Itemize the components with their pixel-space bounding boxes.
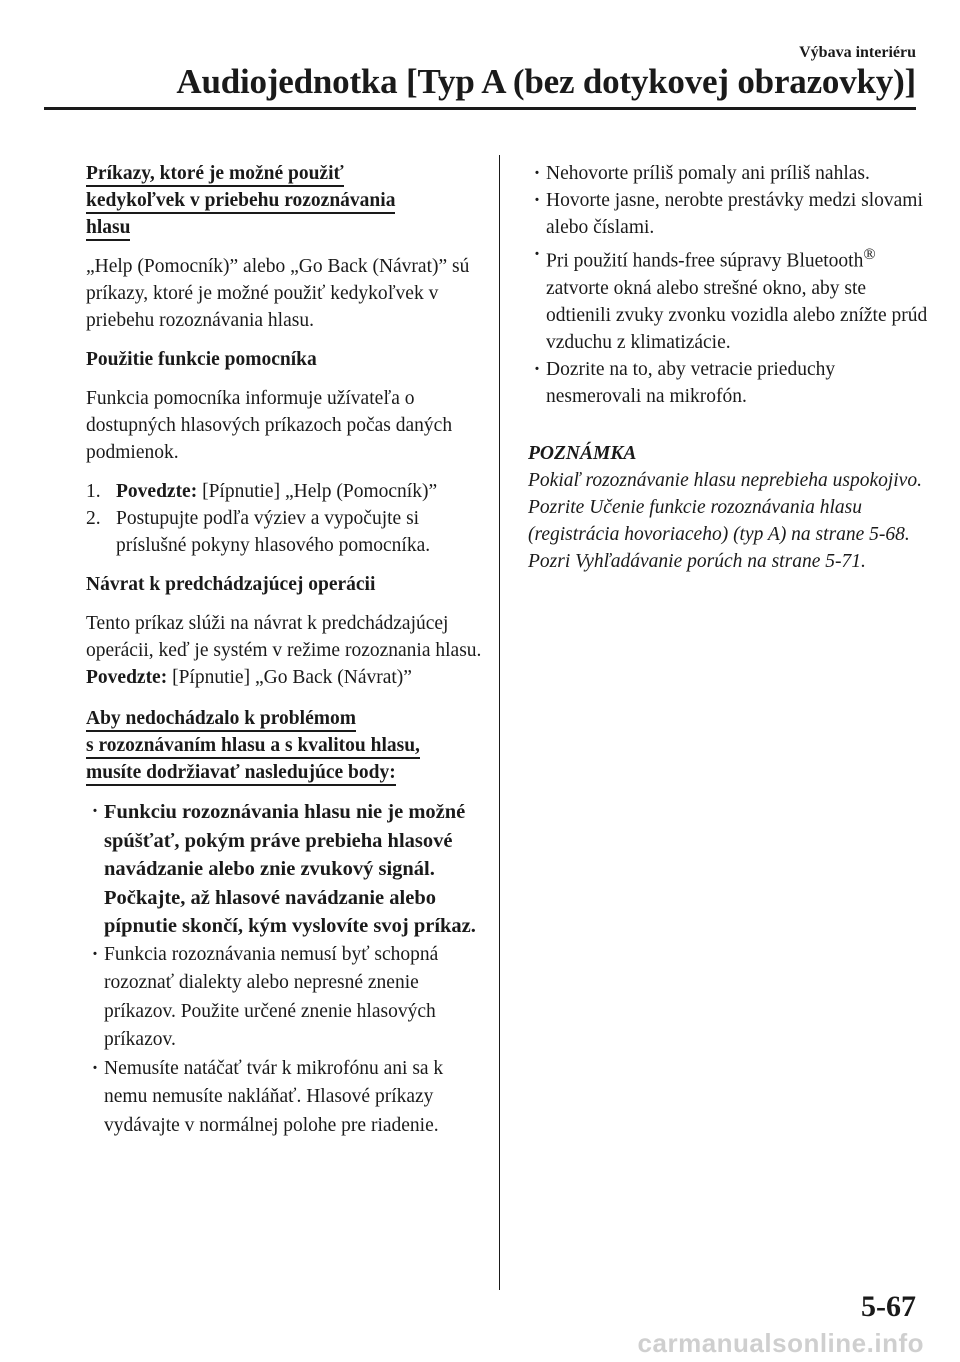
header-rule — [44, 107, 916, 110]
registered-mark: ® — [863, 245, 876, 263]
heading-commands-line3: hlasu — [86, 217, 130, 241]
back-say-text: [Pípnutie] „Go Back (Návrat)” — [167, 667, 412, 688]
note-title: POZNÁMKA — [528, 442, 637, 464]
heading-tips — [86, 705, 482, 786]
bullet-icon — [528, 187, 546, 241]
bluetooth-text-post: zatvorte okná alebo strešné okno, aby ste odtienili zvuky zvonku vozidla alebo znížte prúd vzduchu z klimatizácie. — [546, 277, 928, 353]
say-label: Povedzte: — [86, 667, 168, 688]
list-item: · Nemusíte natáčať tvár k mikrofónu ani sa k nemu nemusíte nakláňať. Hlasové príkazy vydávajte v normálnej polohe pre riadenie. — [86, 1055, 482, 1141]
heading-commands-line1: Príkazy, ktoré je možné použiť — [86, 163, 344, 187]
tips-list-left — [86, 798, 482, 1140]
back-paragraph: Tento príkaz slúži na návrat k predchádzajúcej operácii, keď je systém v režime rozoznania hlasu. — [86, 613, 482, 661]
say-label: Povedzte: — [116, 481, 198, 502]
left-column — [86, 160, 482, 1140]
bullet-icon — [86, 1055, 104, 1141]
bullet-icon — [86, 941, 104, 1055]
heading-commands-line2: kedykoľvek v priebehu rozoznávania — [86, 190, 395, 214]
tips-list-right — [528, 160, 928, 410]
list-item: · Funkciu rozoznávania hlasu nie je možné spúšťať, pokým práve prebieha hlasové navádzanie alebo znie zvukový signál. Počkajte, až hlasové navádzanie alebo pípnutie skončí, kým vyslovíte svoj príkaz. — [86, 798, 482, 941]
commands-paragraph: „Help (Pomocník)” alebo „Go Back (Návrat)” sú príkazy, ktoré je možné použiť kedykoľvek v priebehu rozoznávania hlasu. — [86, 256, 470, 331]
bullet-icon — [528, 241, 546, 356]
help-subheading: Použitie funkcie pomocníka — [86, 349, 317, 370]
step-text — [116, 478, 482, 505]
list-item: · Hovorte jasne, nerobte prestávky medzi slovami alebo číslami. — [528, 187, 928, 241]
back-say — [86, 664, 482, 691]
list-item: · Funkcia rozoznávania nemusí byť schopná rozoznať dialekty alebo nepresné znenie príkazov. Použite určené znenie hlasových príkazov. — [86, 941, 482, 1055]
list-item: · Dozrite na to, aby vetracie prieduchy nesmerovali na mikrofón. — [528, 356, 928, 410]
list-item: · Nehovorte príliš pomaly ani príliš nahlas. — [528, 160, 928, 187]
step-2-text: Postupujte podľa výziev a vypočujte si príslušné pokyny hlasového pomocníka. — [116, 508, 431, 556]
page-number: 5-67 — [861, 1290, 916, 1323]
note-box — [528, 440, 928, 575]
section-name: Výbava interiéru — [799, 44, 916, 61]
page-title: Audiojednotka [Typ A (bez dotykovej obrazovky)] — [176, 62, 916, 101]
heading-commands — [86, 160, 482, 241]
step-1-text: [Pípnutie] „Help (Pomocník)” — [197, 481, 438, 502]
help-paragraph: Funkcia pomocníka informuje užívateľa o dostupných hlasových príkazoch počas daných podmienok. — [86, 388, 453, 463]
list-item — [528, 241, 928, 356]
heading-tips-line1: Aby nedochádzalo k problémom — [86, 708, 356, 732]
right-column — [528, 160, 928, 575]
help-step-2 — [86, 505, 482, 559]
back-subheading: Návrat k predchádzajúcej operácii — [86, 574, 376, 595]
step-number: 2. — [86, 508, 101, 529]
step-number: 1. — [86, 481, 101, 502]
bluetooth-text-pre: Pri použití hands-free súpravy Bluetooth — [546, 250, 864, 272]
heading-tips-line2: s rozoznávaním hlasu a s kvalitou hlasu, — [86, 735, 420, 759]
help-step-1 — [86, 478, 482, 505]
bullet-icon — [528, 160, 546, 187]
help-steps — [86, 478, 482, 559]
note-line-1: Pokiaľ rozoznávanie hlasu neprebieha uspokojivo. — [528, 469, 922, 491]
heading-tips-line3: musíte dodržiavať nasledujúce body: — [86, 762, 396, 786]
column-divider — [499, 155, 500, 1290]
bullet-icon — [86, 798, 104, 941]
note-line-2: Pozrite Učenie funkcie rozoznávania hlasu (registrácia hovoriaceho) (typ A) na strane 5-68. — [528, 496, 910, 545]
watermark: carmanualsonline.info — [637, 1328, 924, 1358]
bullet-icon — [528, 356, 546, 410]
note-line-3: Pozri Vyhľadávanie porúch na strane 5-71. — [528, 550, 866, 572]
